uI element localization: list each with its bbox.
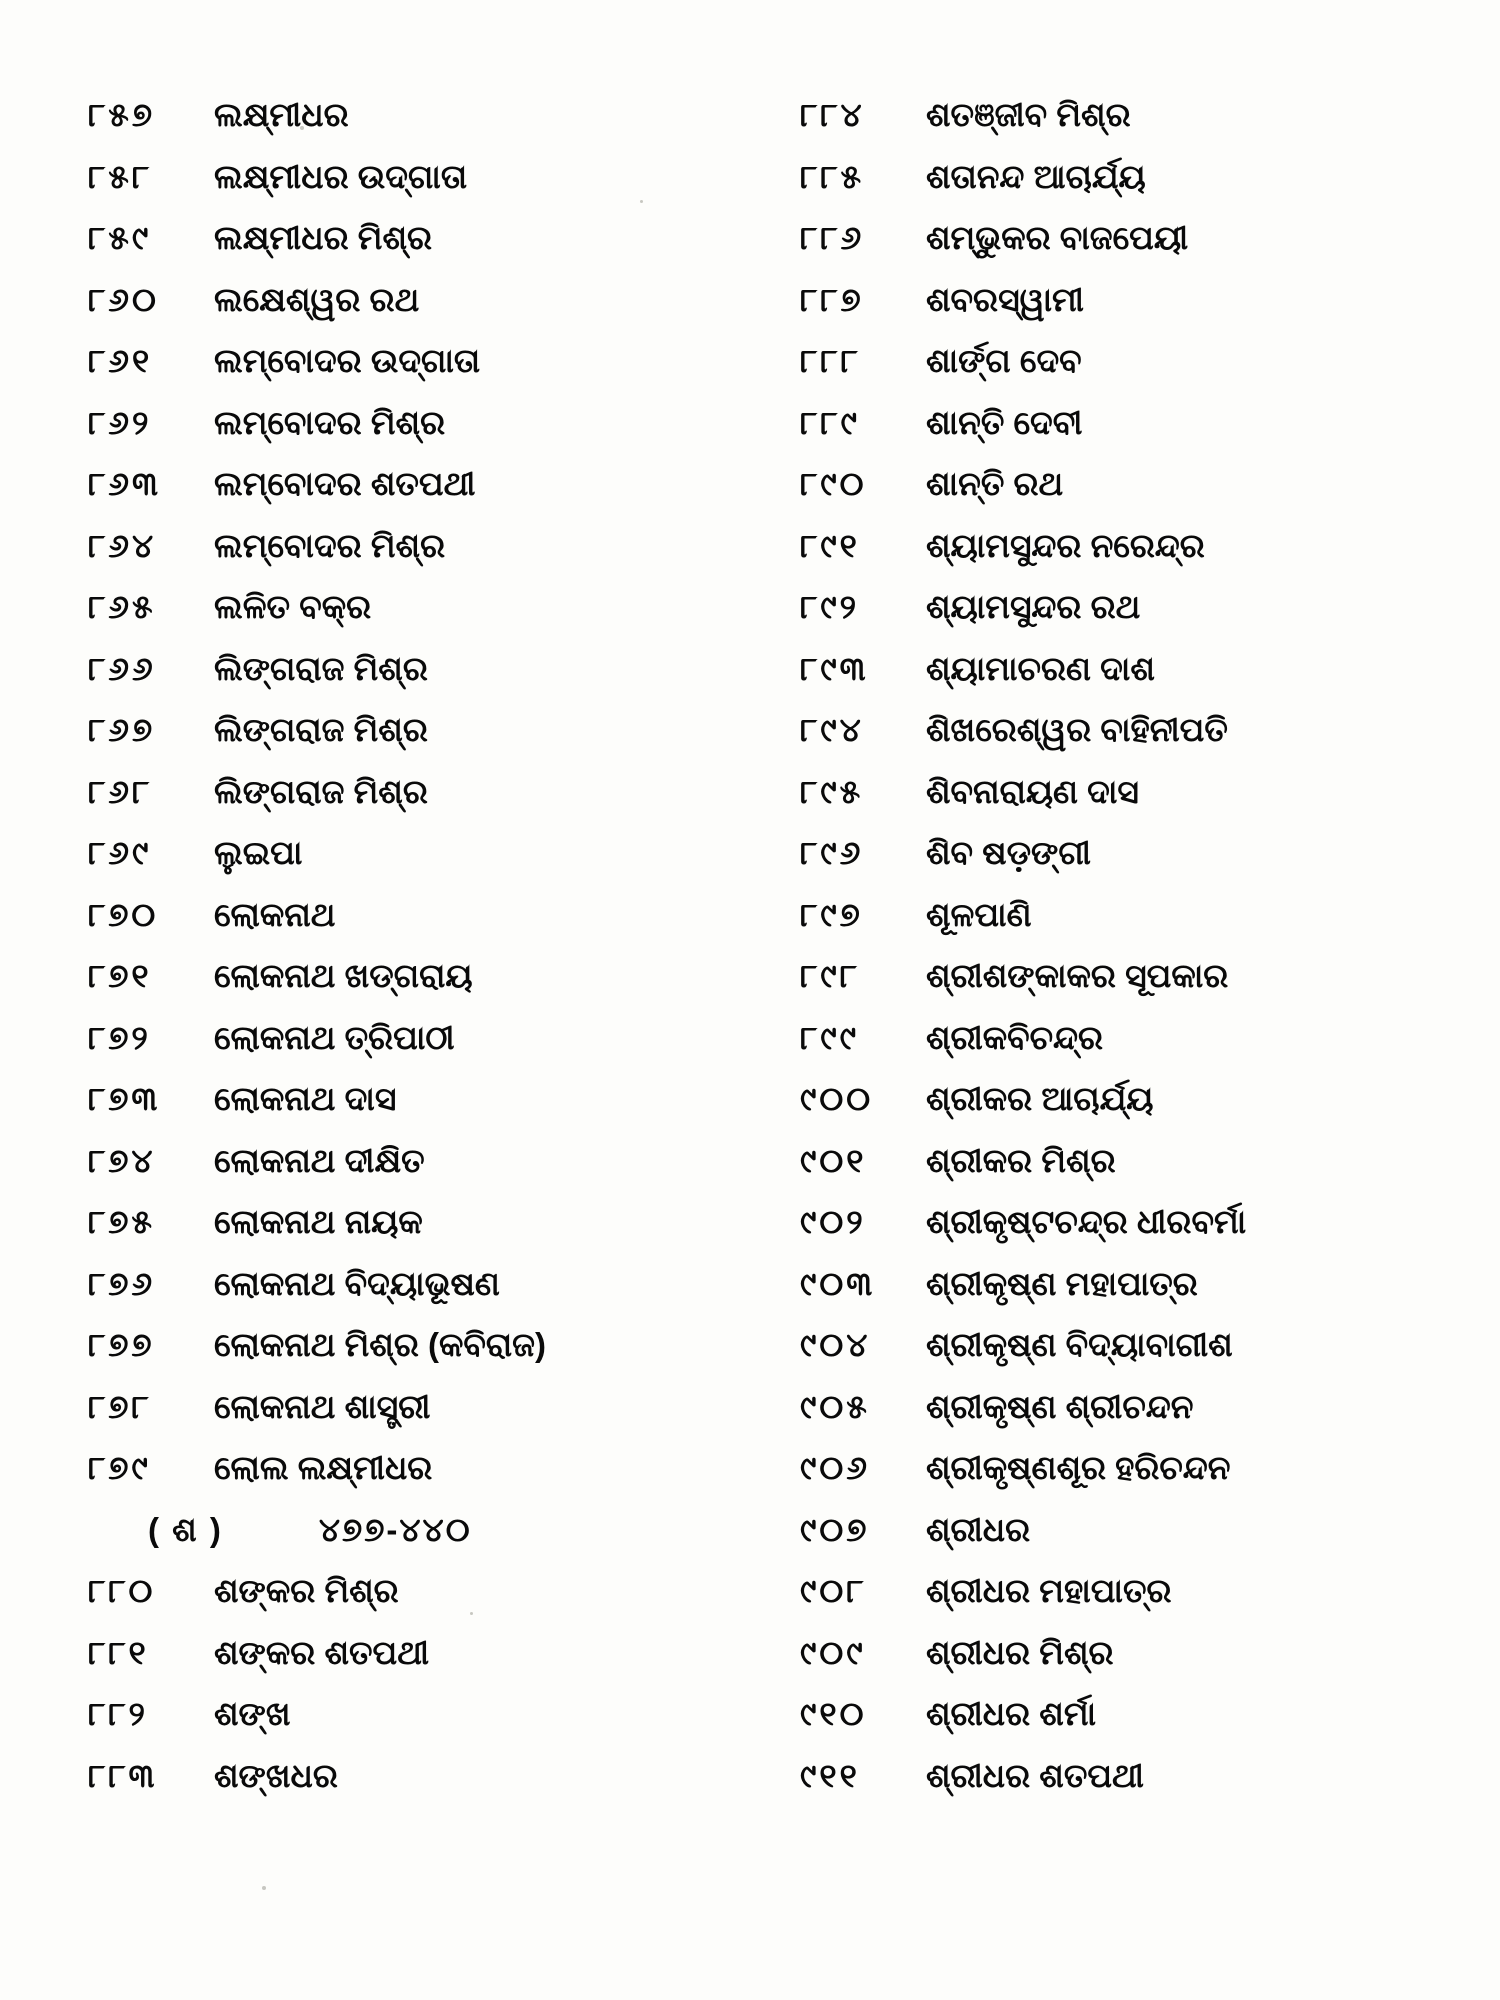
entry-number: ୮୯୩ (800, 649, 869, 687)
entry-number: ୮୯୮ (800, 957, 860, 994)
index-entry (88, 1745, 790, 1807)
entry-name: ଶିବନାରାୟଣ ଦାସ (926, 772, 1139, 810)
index-entry (88, 1068, 790, 1130)
entry-name: ଲିଙ୍ଗରାଜ ମିଶ୍ର (214, 711, 428, 748)
index-entry (800, 330, 1500, 392)
entry-number: ୮୭୯ (88, 1449, 151, 1486)
entry-number: ୯୦୪ (800, 1326, 871, 1363)
index-entry (800, 392, 1500, 454)
entry-number: ୮୬୪ (88, 526, 157, 564)
entry-name: ଶ୍ରୀକୃଷ୍ଣ ବିଦ୍ୟାବାଗୀଶ (926, 1326, 1233, 1363)
entry-number: ୮୬୮ (88, 772, 153, 810)
entry-number: ୮୫୮ (88, 157, 153, 195)
entry-name: ଲୁଇପା (214, 834, 303, 871)
entry-number: ୮୮୯ (800, 403, 860, 441)
entry-number: ୮୬୯ (88, 834, 152, 871)
right-column (790, 84, 1500, 1806)
entry-name: ଶୂଳପାଣି (926, 895, 1032, 933)
entry-number: ୮୮୫ (800, 157, 865, 195)
entry-name: ଶ୍ରୀଶଙ୍କାକର ସୂପକାର (926, 957, 1229, 994)
entry-name: ଲକ୍ଷେଶ୍ୱର ରଥ (214, 280, 420, 318)
entry-number: ୮୭୩ (88, 1080, 161, 1117)
entry-name: ଲୋକନାଥ ବିଦ୍ୟାଭୂଷଣ (214, 1264, 500, 1302)
entry-number: ୮୯୪ (800, 711, 864, 748)
index-entry (88, 1007, 790, 1069)
index-entry (800, 84, 1500, 146)
entry-name: ଲମ୍ବୋଦର ମିଶ୍ର (214, 403, 446, 441)
index-entry (88, 1622, 790, 1684)
index-entry (88, 576, 790, 638)
entry-number: ୮୭୫ (88, 1203, 156, 1240)
entry-number: ୮୮୬ (800, 219, 865, 256)
index-entry (800, 884, 1500, 946)
entry-name: ଶ୍ରୀକର ମିଶ୍ର (926, 1141, 1116, 1179)
entry-name: ଲୋକନାଥ (214, 895, 336, 933)
entry-number: ୯୦୦ (800, 1080, 874, 1117)
entry-number: ୯୦୩ (800, 1264, 876, 1302)
index-entry (800, 1745, 1500, 1807)
index-entry (800, 576, 1500, 638)
entry-number: ୮୭୪ (88, 1141, 156, 1179)
entry-name: ଲୋକନାଥ ଦାସ (214, 1080, 397, 1117)
index-entry (800, 1437, 1500, 1499)
index-entry (88, 1683, 790, 1745)
index-entry (88, 84, 790, 146)
entry-number: ୮୯୧ (800, 526, 860, 564)
entry-number: ୮୮୭ (800, 280, 864, 318)
entry-name: ଶ୍ୟାମସୁନ୍ଦର ନରେନ୍ଦ୍ର (926, 526, 1205, 564)
entry-number: ୮୭୭ (88, 1326, 155, 1363)
index-columns (0, 84, 1500, 1806)
index-entry (800, 515, 1500, 577)
index-entry (800, 146, 1500, 208)
entry-name: ଶାର୍ଙ୍ଗ ଦେବ (926, 342, 1082, 379)
entry-name: ଲଳିତ ବକ୍ର (214, 588, 372, 625)
entry-name: ଲୋଲ ଲକ୍ଷ୍ମୀଧର (214, 1449, 433, 1486)
entry-number: ୮୮୧ (88, 1633, 149, 1671)
entry-name: ଶମ୍ଭୁକର ବାଜପେୟୀ (926, 219, 1189, 256)
entry-number: ୮୯୫ (800, 772, 864, 810)
entry-name: ଲମ୍ବୋଦର ଶତପଥୀ (214, 465, 476, 502)
entry-name: ଲୋକନାଥ ଖଡ୍ଗରାୟ (214, 957, 473, 994)
entry-name: ଶଙ୍ଖଧର (214, 1756, 338, 1794)
entry-name: ଶ୍ରୀକବିଚନ୍ଦ୍ର (926, 1018, 1104, 1056)
entry-name: ଶ୍ରୀକୃଷ୍ଣ ଶ୍ରୀଚନ୍ଦନ (926, 1387, 1194, 1425)
index-entry (800, 1560, 1500, 1622)
index-entry (800, 207, 1500, 269)
entry-number: ୯୧୧ (800, 1756, 860, 1794)
entry-number: ୮୬୦ (88, 280, 159, 318)
index-entry (800, 761, 1500, 823)
index-entry (88, 515, 790, 577)
entry-number: ୮୬୧ (88, 342, 153, 379)
entry-number: ୮୬୭ (88, 711, 156, 748)
entry-name: ଶ୍ରୀଧର ମିଶ୍ର (926, 1633, 1114, 1671)
index-entry (88, 392, 790, 454)
entry-number: ୮୬୨ (88, 403, 152, 441)
entry-number: ୮୬୫ (88, 588, 156, 625)
entry-number: ୮୯୨ (800, 588, 860, 625)
entry-name: ଲିଙ୍ଗରାଜ ମିଶ୍ର (214, 649, 428, 687)
entry-name: ଶ୍ରୀଧର ଶତପଥୀ (926, 1756, 1144, 1794)
index-entry (800, 699, 1500, 761)
section-heading (88, 1499, 790, 1561)
index-entry (800, 1007, 1500, 1069)
entry-number: ୮୮୮ (800, 342, 861, 379)
entry-name: ଶ୍ୟାମସୁନ୍ଦର ରଥ (926, 588, 1141, 625)
entry-number: ୯୦୯ (800, 1633, 866, 1671)
entry-name: ଲୋକନାଥ ଶାସ୍ତ୍ରୀ (214, 1387, 431, 1425)
entry-name: ଶିବ ଷଡ଼ଙ୍ଗୀ (926, 834, 1091, 871)
entry-name: ଲମ୍ବୋଦର ଉଦ୍ଗାତା (214, 342, 481, 379)
entry-name: ଶ୍ୟାମାଚରଣ ଦାଶ (926, 649, 1155, 687)
paper-speck (262, 1886, 266, 1890)
entry-number: ୮୭୧ (88, 957, 152, 994)
entry-name: ଶ୍ରୀକର ଆଚାର୍ଯ୍ୟ (926, 1080, 1154, 1117)
entry-name: ଶ୍ରୀଧର ଶର୍ମା (926, 1695, 1097, 1732)
entry-number: ୯୦୭ (800, 1510, 870, 1548)
section-letter: ( ଶ ) (148, 1510, 223, 1548)
index-entry (88, 761, 790, 823)
left-column (0, 84, 790, 1806)
index-entry (88, 884, 790, 946)
entry-name: ଶ୍ରୀଧର ମହାପାତ୍ର (926, 1572, 1172, 1609)
index-entry (88, 269, 790, 331)
entry-number: ୮୫୯ (88, 219, 152, 256)
entry-number: ୮୯୯ (800, 1018, 860, 1056)
entry-number: ୮୮୪ (800, 96, 865, 133)
entry-name: ଲମ୍ବୋଦର ମିଶ୍ର (214, 526, 446, 564)
index-entry (800, 822, 1500, 884)
entry-name: ଲକ୍ଷ୍ମୀଧର (214, 96, 349, 133)
entry-name: ଶବରସ୍ୱାମୀ (926, 280, 1084, 318)
index-entry (800, 1499, 1500, 1561)
entry-number: ୮୭୦ (88, 895, 159, 933)
index-entry (800, 269, 1500, 331)
index-entry (800, 453, 1500, 515)
index-entry (88, 1560, 790, 1622)
index-entry (88, 1191, 790, 1253)
entry-number: ୯୦୬ (800, 1449, 871, 1486)
index-entry (88, 1314, 790, 1376)
index-entry (800, 1683, 1500, 1745)
entry-number: ୮୭୨ (88, 1018, 151, 1056)
entry-number: ୮୫୭ (88, 96, 156, 133)
entry-name: ଶ୍ରୀକୃଷ୍ଣଶୂର ହରିଚନ୍ଦନ (926, 1449, 1231, 1486)
index-entry (88, 453, 790, 515)
index-entry (800, 1253, 1500, 1315)
entry-name: ଲିଙ୍ଗରାଜ ମିଶ୍ର (214, 772, 428, 810)
entry-name: ଲୋକନାଥ ତ୍ରିପାଠୀ (214, 1018, 455, 1056)
entry-name: ଲୋକନାଥ ମିଶ୍ର (କବିରାଜ) (214, 1326, 546, 1363)
entry-number: ୮୯୦ (800, 465, 867, 502)
entry-number: ୮୯୬ (800, 834, 864, 871)
entry-number: ୮୮୦ (88, 1572, 156, 1609)
entry-name: ଶଙ୍ଖ (214, 1695, 291, 1732)
index-entry (88, 1253, 790, 1315)
index-entry (88, 207, 790, 269)
entry-name: ଲକ୍ଷ୍ମୀଧର ମିଶ୍ର (214, 219, 433, 256)
index-entry (88, 638, 790, 700)
entry-number: ୯୦୮ (800, 1572, 867, 1609)
index-entry (88, 1437, 790, 1499)
index-entry (800, 1314, 1500, 1376)
index-entry (88, 1376, 790, 1438)
index-entry (800, 638, 1500, 700)
entry-number: ୮୮୩ (88, 1756, 158, 1794)
entry-number: ୯୦୨ (800, 1203, 866, 1240)
entry-name: ଶାନ୍ତି ଦେବୀ (926, 403, 1083, 441)
entry-number: ୯୦୧ (800, 1141, 867, 1179)
entry-number: ୮୮୨ (88, 1695, 148, 1732)
index-entry (88, 1130, 790, 1192)
index-entry (88, 146, 790, 208)
entry-number: ୮୬୬ (88, 649, 156, 687)
entry-name: ଶତାନନ୍ଦ ଆଚାର୍ଯ୍ୟ (926, 157, 1146, 195)
entry-name: ଶତଞ୍ଜୀବ ମିଶ୍ର (926, 96, 1131, 133)
entry-name: ଶଙ୍କର ମିଶ୍ର (214, 1572, 399, 1609)
entry-name: ଲକ୍ଷ୍ମୀଧର ଉଦ୍ଗାତା (214, 157, 468, 195)
entry-number: ୮୬୩ (88, 465, 161, 502)
index-entry (88, 945, 790, 1007)
index-entry (88, 699, 790, 761)
index-entry (800, 945, 1500, 1007)
index-entry (800, 1130, 1500, 1192)
index-entry (800, 1622, 1500, 1684)
entry-name: ଶ୍ରୀଧର (926, 1510, 1031, 1548)
entry-name: ଶଙ୍କର ଶତପଥୀ (214, 1633, 430, 1671)
entry-name: ଶ୍ରୀକୃଷ୍ଣ ମହାପାତ୍ର (926, 1264, 1198, 1302)
index-entry (88, 822, 790, 884)
index-entry (800, 1376, 1500, 1438)
index-entry (800, 1068, 1500, 1130)
entry-name: ଲୋକନାଥ ନାୟକ (214, 1203, 423, 1240)
entry-name: ଲୋକନାଥ ଦୀକ୍ଷିତ (214, 1141, 425, 1179)
entry-name: ଶାନ୍ତି ରଥ (926, 465, 1064, 502)
index-entry (88, 330, 790, 392)
entry-number: ୮୭୬ (88, 1264, 156, 1302)
section-page-range: ୪୭୭-୪୪୦ (318, 1510, 472, 1548)
entry-name: ଶିଖରେଶ୍ୱର ବାହିନୀପତି (926, 711, 1228, 748)
entry-name: ଶ୍ରୀକୃଷ୍ଟଚନ୍ଦ୍ର ଧୀରବର୍ମା (926, 1203, 1247, 1240)
index-entry (800, 1191, 1500, 1253)
entry-number: ୯୧୦ (800, 1695, 867, 1732)
entry-number: ୯୦୫ (800, 1387, 870, 1425)
entry-number: ୮୭୮ (88, 1387, 152, 1425)
entry-number: ୮୯୭ (800, 895, 863, 933)
